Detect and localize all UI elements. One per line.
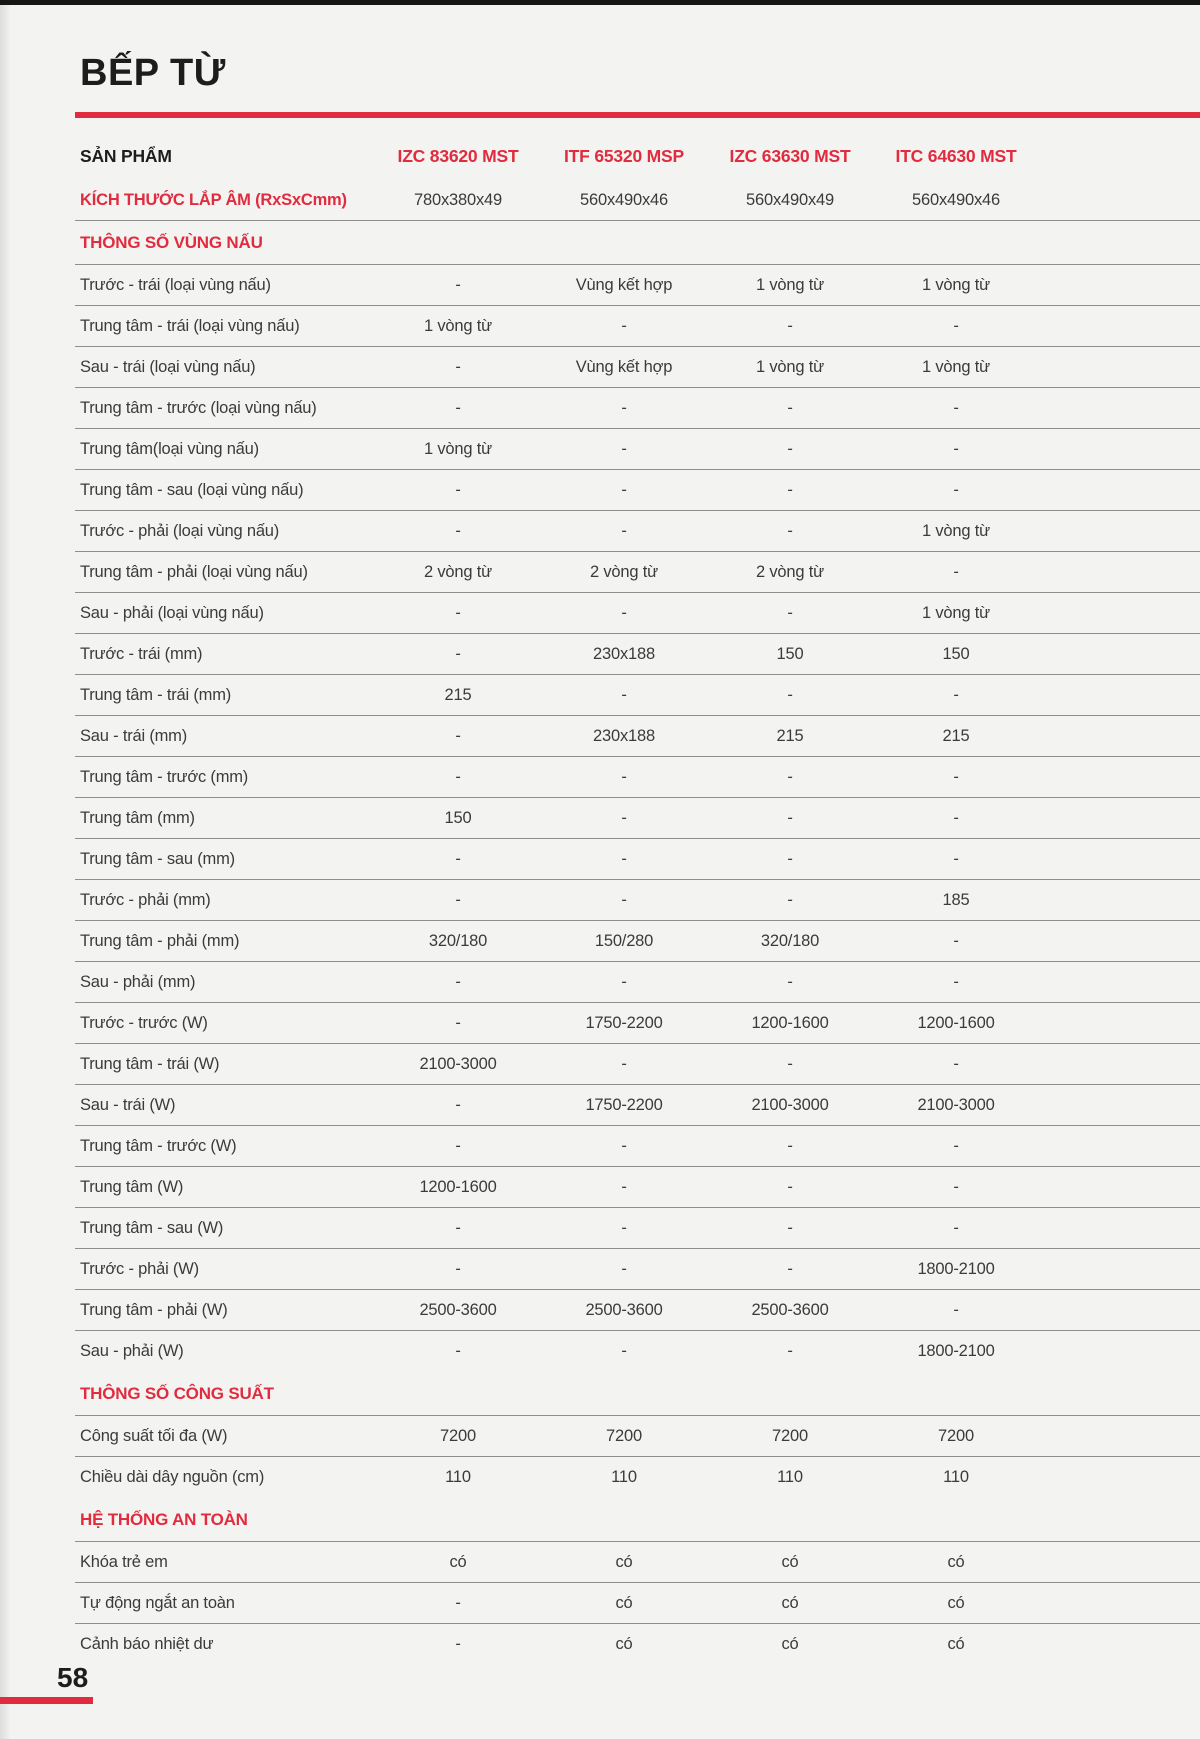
row-value: có: [615, 1593, 633, 1612]
spec-row: [75, 511, 1200, 552]
row-value: 1 vòng từ: [756, 357, 824, 376]
row-value: có: [615, 1552, 633, 1571]
spec-row: [75, 1126, 1200, 1167]
row-value: -: [953, 480, 959, 499]
row-value: 110: [611, 1468, 637, 1486]
row-label: Trung tâm - trước (W): [80, 1136, 237, 1155]
page-number-rule: [0, 1697, 93, 1704]
row-value: -: [455, 644, 461, 663]
row-value: 320/180: [760, 931, 820, 950]
row-label: Trung tâm - trái (mm): [80, 685, 232, 704]
row-label: Trung tâm - phải (W): [80, 1300, 228, 1319]
spec-row: [75, 634, 1200, 675]
row-value: -: [787, 890, 793, 909]
section-title: HỆ THỐNG AN TOÀN: [80, 1509, 248, 1529]
row-value: 215: [942, 726, 970, 745]
spec-row: [75, 1624, 1200, 1665]
row-label: Trung tâm(loại vùng nấu): [80, 439, 259, 458]
row-value: -: [455, 275, 461, 294]
spec-row: [75, 1003, 1200, 1044]
page-title: BẾP TỪ: [80, 52, 226, 94]
product-code: ITC 64630 MST: [895, 145, 1017, 166]
row-value: 110: [943, 1468, 969, 1486]
row-value: -: [621, 1259, 627, 1278]
spec-row: [75, 306, 1200, 347]
spec-row: [75, 1249, 1200, 1290]
product-header-row: [75, 132, 1200, 180]
row-value: -: [787, 603, 793, 622]
row-label: Trung tâm - phải (loại vùng nấu): [80, 562, 308, 581]
row-value: 1 vòng từ: [922, 275, 990, 294]
row-label: Trung tâm - sau (mm): [80, 849, 235, 868]
row-value: -: [455, 1259, 461, 1278]
spec-row: [75, 1085, 1200, 1126]
section-title: THÔNG SỐ VÙNG NẤU: [80, 232, 263, 252]
row-value: 320/180: [428, 931, 488, 950]
spec-row: [75, 1208, 1200, 1249]
row-label: Trung tâm - sau (loại vùng nấu): [80, 480, 304, 499]
row-value: 1 vòng từ: [756, 275, 824, 294]
row-value: -: [455, 767, 461, 786]
row-value: 1 vòng từ: [922, 521, 990, 540]
row-value: -: [455, 1635, 461, 1653]
row-value: 560x490x46: [912, 190, 1000, 209]
spec-row: [75, 962, 1200, 1003]
spec-row: [75, 921, 1200, 962]
spec-row: [75, 265, 1200, 306]
spec-row: [75, 880, 1200, 921]
spec-row: [75, 470, 1200, 511]
row-value: -: [787, 1259, 793, 1278]
row-value: 1200-1600: [419, 1177, 497, 1196]
section-header-row: [75, 221, 1200, 265]
row-label: Trung tâm (W): [80, 1177, 184, 1196]
spec-row: [75, 347, 1200, 388]
row-value: -: [455, 521, 461, 540]
section-title: THÔNG SỐ CÔNG SUẤT: [80, 1383, 274, 1403]
row-value: -: [953, 685, 959, 704]
row-value: 150/280: [594, 931, 654, 950]
row-value: có: [781, 1552, 799, 1571]
row-value: 1 vòng từ: [424, 439, 492, 458]
row-value: -: [953, 1177, 959, 1196]
row-value: 7200: [772, 1426, 808, 1445]
row-value: -: [621, 849, 627, 868]
row-value: có: [947, 1552, 965, 1571]
row-label: Trước - trái (loại vùng nấu): [80, 275, 271, 294]
row-value: 2500-3600: [419, 1300, 497, 1319]
spec-row: [75, 1416, 1200, 1457]
row-value: -: [621, 685, 627, 704]
row-value: -: [787, 767, 793, 786]
row-value: -: [953, 972, 959, 991]
row-value: -: [787, 849, 793, 868]
row-value: 2100-3000: [419, 1054, 497, 1073]
spec-row: [75, 675, 1200, 716]
row-value: Vùng kết hợp: [575, 275, 673, 294]
row-value: 7200: [938, 1426, 974, 1445]
row-label: Sau - trái (loại vùng nấu): [80, 357, 256, 376]
row-value: -: [455, 890, 461, 909]
row-value: 2500-3600: [585, 1300, 663, 1319]
spec-row: [75, 1290, 1200, 1331]
row-label: Sau - phải (W): [80, 1342, 184, 1360]
row-label: Cảnh báo nhiệt dư: [80, 1635, 214, 1653]
product-code: IZC 83620 MST: [397, 145, 519, 166]
spec-table: [75, 132, 1200, 1665]
row-value: -: [455, 1095, 461, 1114]
row-value: 2100-3000: [917, 1095, 995, 1114]
spec-row: [75, 1167, 1200, 1208]
spec-row: [75, 1457, 1200, 1498]
row-value: -: [621, 767, 627, 786]
row-value: -: [953, 767, 959, 786]
row-value: 150: [444, 808, 472, 827]
row-value: 2 vòng từ: [756, 562, 824, 581]
row-value: -: [455, 1342, 461, 1360]
row-value: -: [621, 1342, 627, 1360]
row-value: -: [953, 1218, 959, 1237]
row-value: -: [787, 1177, 793, 1196]
row-value: 7200: [440, 1426, 476, 1445]
row-value: 1 vòng từ: [424, 316, 492, 335]
row-value: 2100-3000: [751, 1095, 829, 1114]
row-value: -: [621, 1218, 627, 1237]
row-label: Sau - phải (mm): [80, 972, 196, 991]
row-value: -: [455, 398, 461, 417]
row-label: Công suất tối đa (W): [80, 1426, 228, 1445]
row-label: Chiều dài dây nguồn (cm): [80, 1468, 265, 1486]
row-value: -: [455, 1218, 461, 1237]
title-rule: [75, 112, 1200, 118]
row-value: -: [455, 972, 461, 991]
row-label: Tự động ngắt an toàn: [80, 1593, 235, 1612]
row-value: -: [787, 1136, 793, 1155]
row-value: 185: [942, 890, 970, 909]
page-footer: [0, 1664, 93, 1704]
spec-row: [75, 1044, 1200, 1085]
row-value: -: [621, 480, 627, 499]
row-value: -: [953, 808, 959, 827]
row-value: 215: [444, 685, 472, 704]
spec-row: [75, 429, 1200, 470]
row-label: Trung tâm - trái (W): [80, 1054, 220, 1073]
row-value: 110: [445, 1468, 471, 1486]
row-value: -: [787, 480, 793, 499]
row-value: có: [947, 1593, 965, 1612]
row-value: 150: [942, 644, 970, 663]
row-value: -: [953, 398, 959, 417]
row-value: 2 vòng từ: [424, 562, 492, 581]
row-label: Trước - trước (W): [80, 1013, 208, 1032]
spec-row: [75, 798, 1200, 839]
row-label: Trung tâm (mm): [80, 808, 195, 827]
row-value: 1200-1600: [917, 1013, 995, 1032]
row-value: -: [621, 972, 627, 991]
spec-row: [75, 388, 1200, 429]
row-value: -: [787, 398, 793, 417]
row-value: -: [953, 1300, 959, 1319]
row-value: có: [781, 1635, 799, 1653]
catalog-page: [75, 0, 1200, 1665]
row-value: 1800-2100: [917, 1342, 995, 1360]
spec-row: [75, 757, 1200, 798]
row-value: -: [621, 316, 627, 335]
row-value: 1800-2100: [917, 1259, 995, 1278]
row-label: Trung tâm - phải (mm): [80, 931, 240, 950]
row-value: 230x188: [593, 726, 655, 745]
row-value: 1 vòng từ: [922, 603, 990, 622]
row-label: Trung tâm - trái (loại vùng nấu): [80, 316, 300, 335]
section-header-row: [75, 1372, 1200, 1416]
product-name-label: SẢN PHẨM: [80, 145, 172, 166]
row-value: 1750-2200: [585, 1013, 663, 1032]
row-value: -: [455, 480, 461, 499]
row-label: Trung tâm - trước (loại vùng nấu): [80, 398, 317, 417]
row-value: 150: [776, 644, 804, 663]
row-value: có: [449, 1552, 467, 1571]
row-value: -: [787, 685, 793, 704]
left-page-edge-shade: [0, 0, 11, 1739]
row-value: -: [621, 890, 627, 909]
row-value: -: [621, 1054, 627, 1073]
row-value: 1750-2200: [585, 1095, 663, 1114]
row-value: -: [953, 439, 959, 458]
row-value: 2500-3600: [751, 1300, 829, 1319]
row-value: 560x490x46: [580, 190, 668, 209]
spec-row: [75, 1542, 1200, 1583]
row-value: -: [621, 808, 627, 827]
row-value: -: [621, 1177, 627, 1196]
spec-row: [75, 716, 1200, 757]
row-label: Trung tâm - sau (W): [80, 1218, 224, 1237]
row-value: -: [787, 1054, 793, 1073]
row-label: Trước - trái (mm): [80, 644, 203, 663]
row-label: Sau - trái (mm): [80, 726, 188, 745]
row-value: -: [953, 931, 959, 950]
row-value: -: [455, 1013, 461, 1032]
row-label: Sau - trái (W): [80, 1095, 176, 1114]
row-label: Trung tâm - trước (mm): [80, 767, 249, 786]
spec-row: [75, 839, 1200, 880]
row-value: -: [953, 562, 959, 581]
product-code: ITF 65320 MSP: [564, 145, 684, 166]
row-value: có: [615, 1635, 633, 1653]
row-value: -: [787, 521, 793, 540]
row-value: 230x188: [593, 644, 655, 663]
row-value: 7200: [606, 1426, 642, 1445]
row-value: -: [787, 972, 793, 991]
row-value: -: [787, 1218, 793, 1237]
row-value: 560x490x49: [746, 190, 834, 209]
row-value: 1 vòng từ: [922, 357, 990, 376]
row-value: -: [455, 849, 461, 868]
page-number: 58: [57, 1662, 89, 1693]
section-header-row: [75, 1498, 1200, 1542]
row-value: -: [455, 603, 461, 622]
row-value: -: [455, 357, 461, 376]
row-value: -: [787, 439, 793, 458]
row-value: -: [621, 398, 627, 417]
row-label: Khóa trẻ em: [80, 1552, 168, 1571]
row-value: -: [953, 316, 959, 335]
spec-table-body: [75, 180, 1200, 1665]
row-value: -: [953, 1054, 959, 1073]
row-value: -: [621, 439, 627, 458]
row-value: -: [787, 1342, 793, 1360]
row-label: Trước - phải (loại vùng nấu): [80, 521, 280, 540]
spec-row: [75, 1331, 1200, 1372]
row-label: Sau - phải (loại vùng nấu): [80, 603, 264, 622]
row-value: 2 vòng từ: [590, 562, 658, 581]
row-value: -: [953, 1136, 959, 1155]
row-value: -: [953, 849, 959, 868]
spec-row: [75, 180, 1200, 221]
row-value: -: [621, 1136, 627, 1155]
product-code: IZC 63630 MST: [729, 145, 851, 166]
row-value: -: [455, 726, 461, 745]
row-value: 1200-1600: [751, 1013, 829, 1032]
row-value: -: [787, 316, 793, 335]
row-label: Trước - phải (W): [80, 1259, 199, 1278]
row-value: Vùng kết hợp: [575, 357, 673, 376]
row-label: KÍCH THƯỚC LẮP ÂM (RxSxCmm): [80, 190, 347, 209]
row-label: Trước - phải (mm): [80, 890, 211, 909]
row-value: -: [621, 603, 627, 622]
row-value: 110: [777, 1468, 803, 1486]
row-value: -: [455, 1136, 461, 1155]
row-value: có: [947, 1635, 965, 1653]
row-value: -: [455, 1593, 461, 1612]
row-value: 780x380x49: [414, 190, 502, 209]
row-value: 215: [776, 726, 804, 745]
spec-row: [75, 1583, 1200, 1624]
row-value: -: [621, 521, 627, 540]
row-value: có: [781, 1593, 799, 1612]
row-value: -: [787, 808, 793, 827]
spec-row: [75, 552, 1200, 593]
spec-row: [75, 593, 1200, 634]
